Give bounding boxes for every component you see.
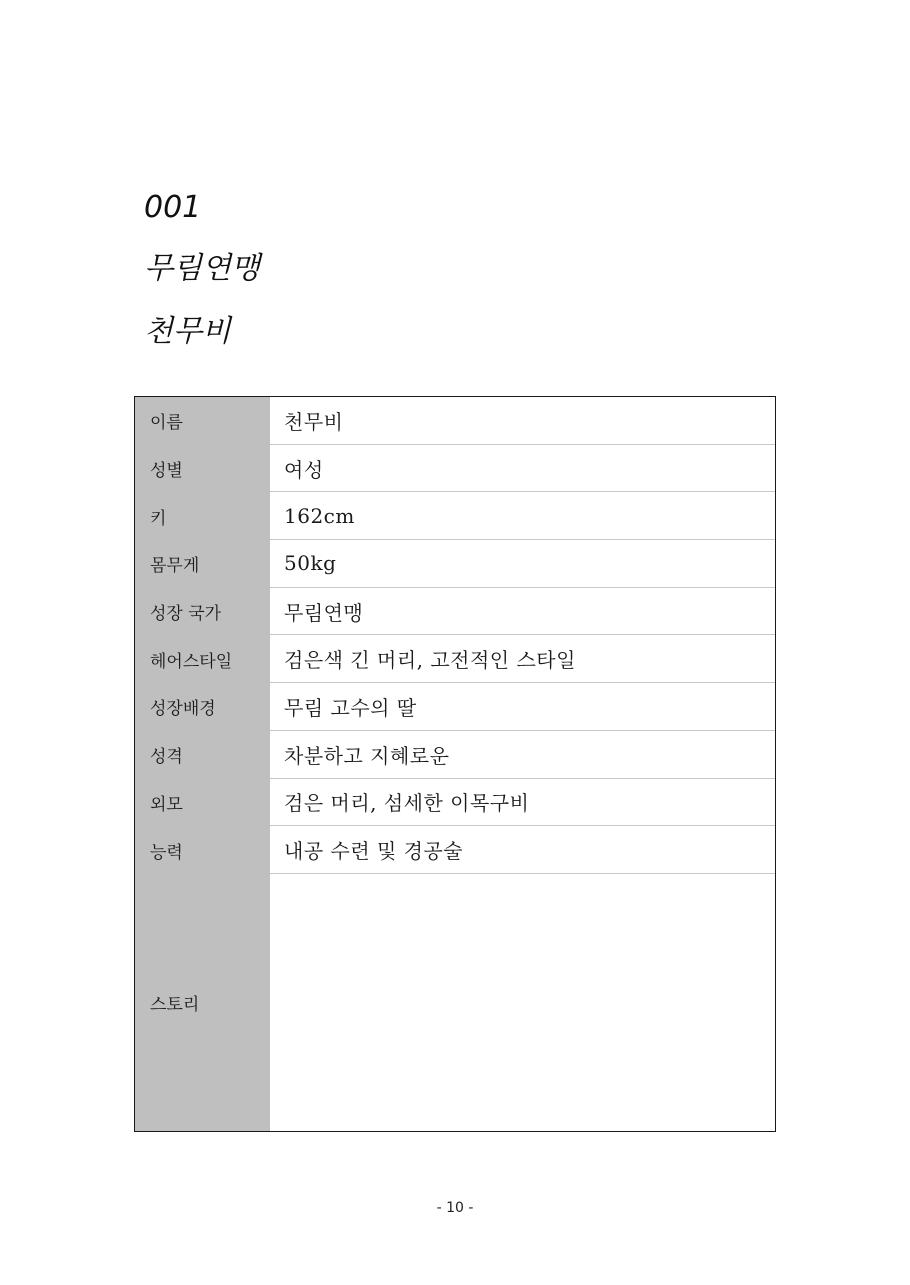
row-label: 외모 [135,779,270,827]
row-value: 검은색 긴 머리, 고전적인 스타일 [270,635,775,683]
profile-row-country [135,588,775,636]
row-value: 여성 [270,445,775,493]
row-value: 내공 수련 및 경공술 [270,826,775,874]
character-name: 천무비 [144,314,231,349]
row-value: 검은 머리, 섬세한 이목구비 [270,779,775,827]
row-value: 50kg [270,540,775,588]
row-label: 스토리 [135,874,270,1131]
row-value: 천무비 [270,397,775,445]
profile-row-height [135,492,775,540]
row-label: 성별 [135,445,270,493]
row-value: 차분하고 지혜로운 [270,731,775,779]
row-label: 이름 [135,397,270,445]
row-label: 키 [135,492,270,540]
profile-row-appearance [135,779,775,827]
profile-row-story [135,874,775,1131]
row-label: 헤어스타일 [135,635,270,683]
row-label: 능력 [135,826,270,874]
row-label: 성장배경 [135,683,270,731]
row-value: 무림연맹 [270,588,775,636]
profile-row-gender [135,445,775,493]
page-number: - 10 - [436,1200,474,1216]
character-faction: 무림연맹 [144,251,260,286]
profile-row-hairstyle [135,635,775,683]
profile-row-name [135,397,775,445]
row-value: 무림 고수의 딸 [270,683,775,731]
row-label: 몸무게 [135,540,270,588]
profile-row-abilities [135,826,775,874]
profile-row-weight [135,540,775,588]
profile-table [134,396,776,1132]
row-value: 162cm [270,492,775,540]
character-number: 001 [144,190,202,225]
row-label: 성격 [135,731,270,779]
story-content [270,874,775,1131]
row-label: 성장 국가 [135,588,270,636]
profile-row-background [135,683,775,731]
profile-row-personality [135,731,775,779]
